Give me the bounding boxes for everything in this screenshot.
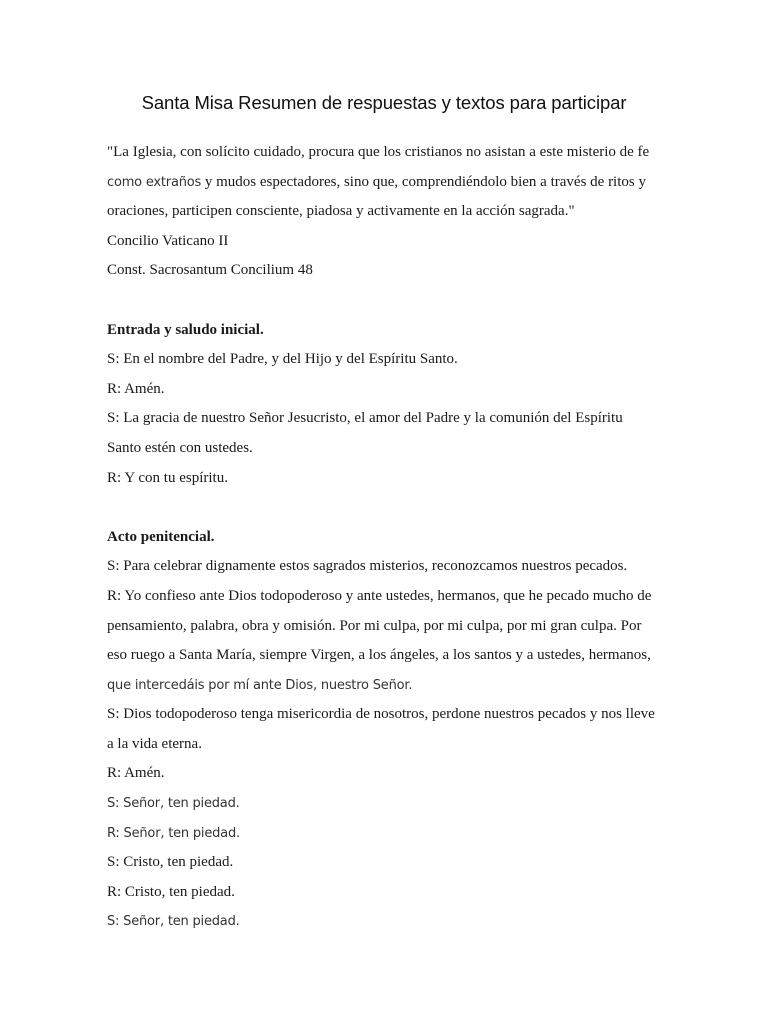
entrada-line: Santo estén con ustedes. xyxy=(107,439,253,456)
acto-line: que intercedáis por mí ante Dios, nuestro Señor. xyxy=(107,677,413,693)
intro-quote-line-rest: y mudos espectadores, sino que, comprendiéndolo bien a través de ritos y xyxy=(204,173,646,190)
acto-line: R: Señor, ten piedad. xyxy=(107,825,240,841)
acto-line: a la vida eterna. xyxy=(107,735,202,752)
intro-quote-line: oraciones, participen consciente, piadosa y activamente en la acción sagrada." xyxy=(107,203,575,220)
acto-line: S: Para celebrar dignamente estos sagrados misterios, reconozcamos nuestros pecados. xyxy=(107,558,628,575)
document-body xyxy=(107,138,707,937)
section-spacer xyxy=(107,493,707,523)
acto-line: S: Señor, ten piedad. xyxy=(107,914,240,930)
entrada-line: R: Amén. xyxy=(107,380,165,397)
section-heading-entrada: Entrada y saludo inicial. xyxy=(107,321,264,338)
acto-line: eso ruego a Santa María, siempre Virgen, a los ángeles, a los santos y a ustedes, hermanos, xyxy=(107,647,651,664)
acto-line: S: Dios todopoderoso tenga misericordia de nosotros, perdone nuestros pecados y nos lleve xyxy=(107,706,655,723)
acto-line: R: Cristo, ten piedad. xyxy=(107,883,235,900)
intro-source-council: Concilio Vaticano II xyxy=(107,232,229,249)
acto-line: R: Yo confieso ante Dios todopoderoso y ante ustedes, hermanos, que he pecado mucho de xyxy=(107,587,652,604)
intro-quote-line xyxy=(107,168,707,198)
document-title: Santa Misa Resumen de respuestas y textos para participar xyxy=(141,92,627,113)
entrada-line: S: En el nombre del Padre, y del Hijo y del Espíritu Santo. xyxy=(107,351,458,368)
acto-line: S: Señor, ten piedad. xyxy=(107,796,240,812)
acto-line: S: Cristo, ten piedad. xyxy=(107,854,234,871)
intro-quote-line-start: como extraños xyxy=(107,174,202,190)
intro-quote-line: "La Iglesia, con solícito cuidado, procura que los cristianos no asistan a este misterio de fe xyxy=(107,144,650,160)
acto-line: pensamiento, palabra, obra y omisión. Por mi culpa, por mi culpa, por mi gran culpa. Por xyxy=(107,617,642,634)
section-spacer xyxy=(107,286,707,316)
entrada-line: R: Y con tu espíritu. xyxy=(107,469,228,486)
intro-source-constitution: Const. Sacrosantum Concilium 48 xyxy=(107,262,313,279)
section-heading-acto-penitencial: Acto penitencial. xyxy=(107,528,215,545)
entrada-line: S: La gracia de nuestro Señor Jesucristo, el amor del Padre y la comunión del Espíritu xyxy=(107,410,623,427)
acto-line: R: Amén. xyxy=(107,765,165,782)
